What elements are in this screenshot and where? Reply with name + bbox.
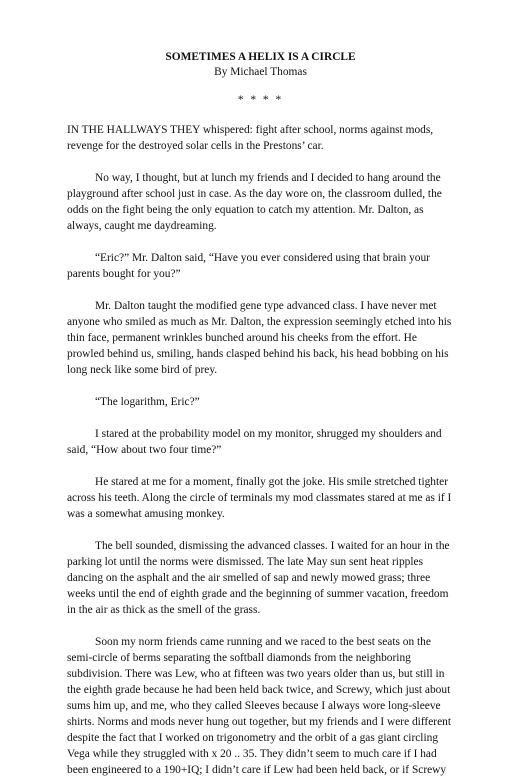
paragraph: Soon my norm friends came running and we raced to the best seats on the semi-circle of berms separating the softball diamonds from the neighboring subdivision. There was Lew, who at fifteen was two years older than us, but still in the eighth grade because he had been held back twice, and Screwy, which just about sums him up, and me, who they called Sleeves because I always wore long-sleeve shirts. Norms and mods never hung out together, but my friends and I were different despite the fact that I worked on trigonometry and the orbit of a gas giant circling Vega while they struggled with x 20 .. 35. They didn’t seem to much care if I had been engineered to a 190+IQ; I didn’t care if Lew had been held back, or if Screwy [67,636,451,776]
section-separator: * * * * [237,94,284,106]
paragraph: “Eric?” Mr. Dalton said, “Have you ever considered using that brain your parents bought for you?” [67,252,430,280]
story-byline: By Michael Thomas [214,66,307,78]
paragraph: I stared at the probability model on my monitor, shrugged my shoulders and said, “How about two four time?” [67,428,442,456]
paragraph: No way, I thought, but at lunch my friends and I decided to hang around the playground after school just in case. As the day wore on, the classroom dulled, the odds on the fight being the only equation to catch my attention. Mr. Dalton, as always, caught me daydreaming. [67,172,442,232]
paragraph: He stared at me for a moment, finally got the joke. His smile stretched tighter across his teeth. Along the circle of terminals my mod classmates stared at me as if I was a somewhat amusing monkey. [67,476,452,520]
paragraph: The bell sounded, dismissing the advanced classes. I waited for an hour in the parking lot until the norms were dismissed. The late May sun sent heat ripples dancing on the asphalt and the air smelled of sap and newly mowed grass; three weeks until the end of eighth grade and the beginning of summer vacation, freedom in the air as thick as the smell of the grass. [67,540,450,616]
paragraph: “The logarithm, Eric?” [95,396,200,408]
paragraph: Mr. Dalton taught the modified gene type advanced class. I have never met anyone who smiled as much as Mr. Dalton, the expression seemingly etched into his thin face, permanent wrinkles bunched around his cheeks from the effort. He prowled behind us, smiling, hands clasped behind his back, his head bobbing on his long neck like some bird of prey. [67,300,452,376]
story-title: SOMETIMES A HELIX IS A CIRCLE [165,51,356,63]
paragraph: IN THE HALLWAYS THEY whispered: fight after school, norms against mods, revenge for the destroyed solar cells in the Prestons’ car. [67,124,434,152]
